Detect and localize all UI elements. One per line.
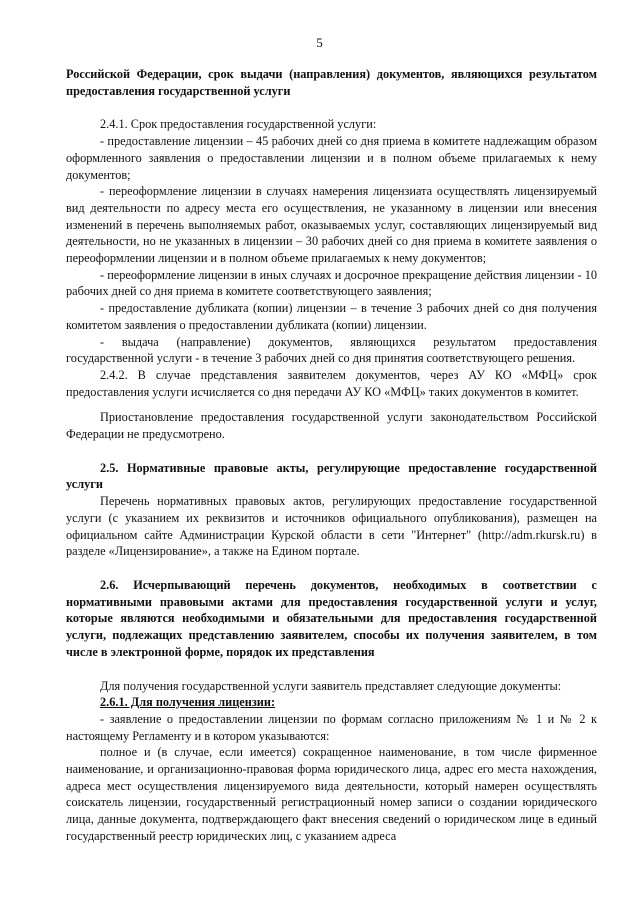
paragraph: - предоставление лицензии – 45 рабочих дней со дня приема в комитете надлежащим образом оформленного заявления о предоставлении лицензии и в полном объеме прилагаемых к нему документов; [66, 134, 597, 182]
paragraph: Приостановление предоставления государственной услуги законодательством Российской Федерации не предусмотрено. [66, 410, 597, 442]
paragraph: - переоформление лицензии в случаях намерения лицензиата осуществлять лицензируемый вид деятельности по адресу места его осуществления, не указанному в лицензии или внесения изменений в перечень выполняемых работ, оказываемых услуг, составляющих лицензируемый вид деятельности, но не указанных в лицензии – 30 рабочих дней со дня приема в комитете заявления о переоформлении лицензии и в полном объеме прилагаемых к нему документов; [66, 184, 597, 266]
paragraph-spacer [66, 99, 597, 116]
page-number: 5 [316, 35, 323, 50]
paragraph-spacer [66, 661, 597, 678]
section-heading [66, 694, 597, 711]
paragraph: 2.4.2. В случае представления заявителем документов, через АУ КО «МФЦ» срок предоставления услуги исчисляется со дня передачи АУ КО «МФЦ» таких документов в комитет. [66, 367, 597, 399]
paragraph-spacer [66, 443, 597, 460]
paragraph: Для получения государственной услуги заявитель представляет следующие документы: [100, 678, 562, 693]
underlined-heading-text: 2.6.1. Для получения лицензии: [100, 695, 276, 710]
paragraph: полное и (в случае, если имеется) сокращенное наименование, в том числе фирменное наименование, и организационно-правовая форма юридического лица, адрес его места нахождения, адреса мест осуществления лицензируемого вида деятельности, который намерен осуществлять соискатель лицензии, государственный регистрационный номер записи о создании юридического лица, данные документа, подтверждающего факт внесения сведений о юридическом лице в единый государственный реестр юридических лиц, с указанием адреса [66, 745, 597, 843]
paragraph: - выдача (направление) документов, являющихся результатом предоставления государственной услуги - в течение 3 рабочих дней со дня принятия соответствующего решения. [66, 334, 597, 366]
document-body [66, 66, 597, 845]
paragraph: Перечень нормативных правовых актов, регулирующих предоставление государственной услуги (с указанием их реквизитов и источников официального опубликования), размещен на официальном сайте Администрации Курской области в сети "Интернет" (http://adm.rkursk.ru) в разделе «Лицензирование», а также на Едином портале. [66, 494, 597, 559]
paragraph-spacer [66, 560, 597, 577]
paragraph-spacer [66, 400, 597, 409]
section-heading: Российской Федерации, срок выдачи (направления) документов, являющихся результатом предоставления государственной услуги [66, 67, 597, 98]
section-heading: 2.5. Нормативные правовые акты, регулирующие предоставление государственной услуги [66, 460, 597, 492]
paragraph: 2.4.1. Срок предоставления государственной услуги: [100, 117, 377, 132]
paragraph: - переоформление лицензии в иных случаях и досрочное прекращение действия лицензии - 10 рабочих дней со дня приема в комитете соответствующего заявления; [66, 267, 597, 299]
paragraph: - заявление о предоставлении лицензии по формам согласно приложениям № 1 и № 2 к настоящему Регламенту и в котором указываются: [66, 711, 597, 743]
section-heading: 2.6. Исчерпывающий перечень документов, необходимых в соответствии с нормативными правовыми актами для предоставления государственной услуги и услуг, которые являются необходимыми и обязательными для предоставления государственной услуги, подлежащих представлению заявителем, способы их получения заявителем, в том числе в электронной форме, порядок их представления [66, 577, 597, 659]
paragraph: - предоставление дубликата (копии) лицензии – в течение 3 рабочих дней со дня получения комитетом заявления о предоставлении дубликата (копии) лицензии. [66, 301, 597, 332]
